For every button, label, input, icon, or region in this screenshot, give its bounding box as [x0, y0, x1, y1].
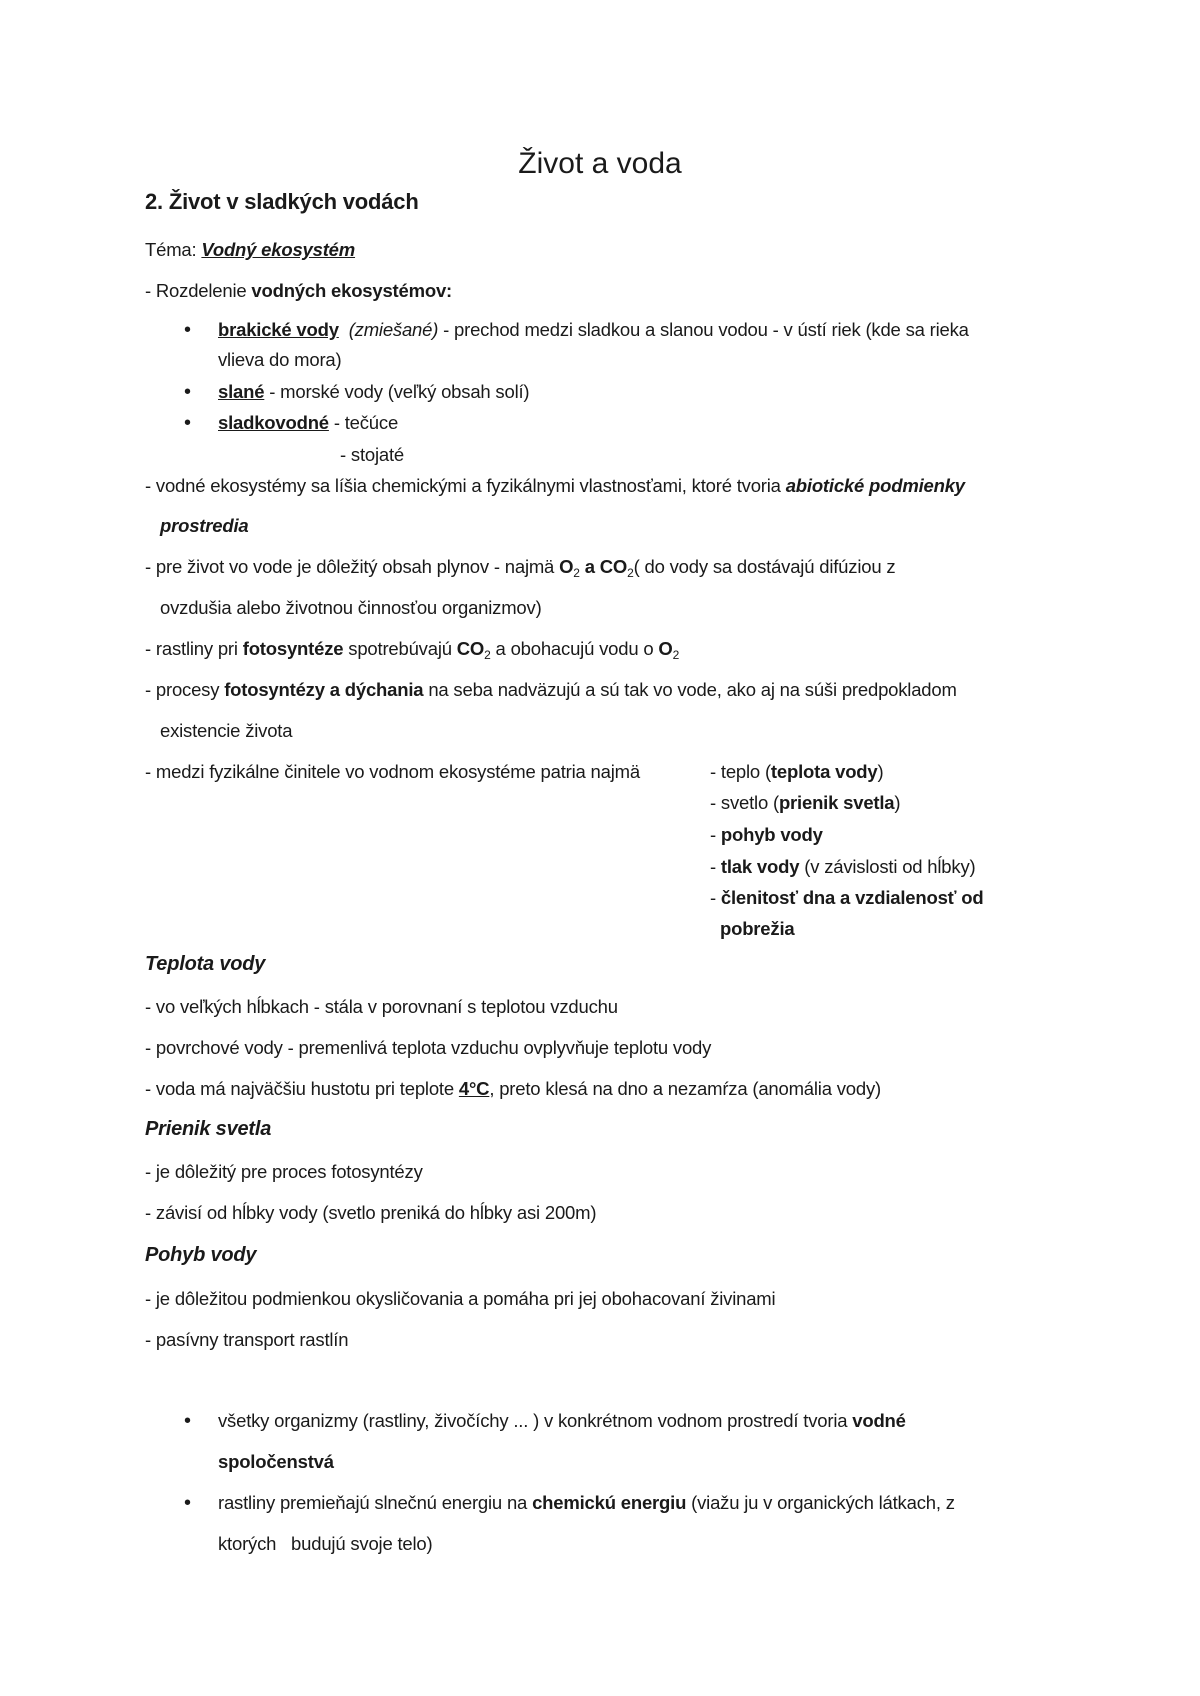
rozdelenie-bold: vodných ekosystémov:: [251, 280, 453, 301]
para-text: - pre život vo vode je dôležitý obsah plynov - najmä: [145, 556, 560, 577]
o2-label: O: [559, 556, 574, 577]
bullet-text: rastliny premieňajú slnečnú energiu na: [218, 1492, 533, 1513]
bullet-rastliny: [218, 1491, 955, 1515]
bullet-rest: - prechod medzi sladkou a slanou vodou - v ústí riek (kde sa rieka: [438, 319, 969, 340]
cinitel-pre: - svetlo (: [710, 792, 779, 813]
cinitel-item: [710, 823, 823, 847]
para-bold-italic: abiotické podmienky: [785, 475, 965, 496]
bullet-sladkovodne-cont: - stojaté: [340, 444, 405, 465]
bullet-bold: vodné: [852, 1410, 906, 1431]
cinitel-pre: - teplo (: [710, 761, 771, 782]
subscript: 2: [573, 566, 580, 580]
o2-label: O: [658, 638, 673, 659]
bullet-slane: [218, 380, 529, 404]
teplota-line: - povrchové vody - premenlivá teplota vzduchu ovplyvňuje teplotu vody: [145, 1037, 712, 1058]
section-heading: 2. Život v sladkých vodách: [145, 189, 419, 214]
cinitel-post: (v závislosti od hĺbky): [799, 856, 976, 877]
bullet-organizmy-cont: spoločenstvá: [218, 1451, 334, 1472]
co2-label: CO: [599, 556, 628, 577]
para-abioticke: [145, 474, 965, 498]
cinitel-item: [710, 760, 883, 784]
cinitel-post: ): [894, 792, 901, 813]
para-bold: fotosyntéze: [242, 638, 344, 659]
bullet-term: brakické vody: [218, 319, 339, 340]
heading-pohyb: Pohyb vody: [145, 1244, 257, 1266]
teplota-line: - vo veľkých hĺbkach - stála v porovnaní s teplotou vzduchu: [145, 996, 618, 1017]
subscript: 2: [484, 648, 491, 662]
co2-label: CO: [456, 638, 485, 659]
para-bold: fotosyntézy a dýchania: [224, 679, 424, 700]
bullet-text: všetky organizmy (rastliny, živočíchy ... ) v konkrétnom vodnom prostredí tvoria: [218, 1410, 853, 1431]
para-text-post: ( do vody sa dostávajú difúziou z: [633, 556, 896, 577]
bullet-rastliny-cont: ktorých budujú svoje telo): [218, 1533, 433, 1554]
teplota-text-post: , preto klesá na dno a nezamŕza (anomália vody): [489, 1078, 881, 1099]
para-text-mid: spotrebúvajú: [343, 638, 457, 659]
cinitel-pre: -: [710, 824, 721, 845]
para-text-mid2: a obohacujú vodu o: [490, 638, 659, 659]
subscript: 2: [627, 566, 634, 580]
para-bold-italic-cont: prostredia: [160, 515, 249, 536]
cinitel-item-cont: pobrežia: [720, 918, 795, 939]
bullet-term: sladkovodné: [218, 412, 329, 433]
cinitel-bold: tlak vody: [720, 856, 800, 877]
cinitel-pre: -: [710, 887, 721, 908]
bullet-dot: •: [184, 381, 192, 403]
bullet-dot: •: [184, 1492, 192, 1514]
teplota-underlined: 4°C: [458, 1078, 490, 1099]
bullet-rest: - tečúce: [328, 412, 399, 433]
para-text: - rastliny pri: [145, 638, 243, 659]
heading-prienik: Prienik svetla: [145, 1118, 272, 1140]
bullet-dot: •: [184, 412, 192, 434]
para-text: - vodné ekosystémy sa líšia chemickými a fyzikálnymi vlastnosťami, ktoré tvoria: [145, 475, 786, 496]
bullet-term: slané: [218, 381, 265, 402]
cinitel-post: ): [877, 761, 884, 782]
tema-line: [145, 238, 355, 262]
para-dychanie-cont: existencie života: [160, 720, 293, 741]
pohyb-line: - pasívny transport rastlín: [145, 1329, 349, 1350]
bullet-dot: •: [184, 1410, 192, 1432]
para-abioticke-cont: [160, 514, 248, 538]
bullet-dot: •: [184, 319, 192, 341]
bullet-text-post: (viažu ju v organických látkach, z: [686, 1492, 955, 1513]
subscript: 2: [672, 648, 680, 662]
para-text-post: na seba nadväzujú a sú tak vo vode, ako aj na súši predpokladom: [423, 679, 957, 700]
prienik-line: - je dôležitý pre proces fotosyntézy: [145, 1161, 423, 1182]
cinitel-item: [710, 855, 975, 879]
cinitel-pre: -: [710, 856, 721, 877]
para-plyny-cont: ovzdušia alebo životnou činnosťou organizmov): [160, 597, 542, 618]
cinitel-item: [710, 791, 900, 815]
tema-value: Vodný ekosystém: [201, 239, 356, 260]
cinitel-bold: teplota vody: [770, 761, 878, 782]
bullet-sladkovodne: [218, 411, 398, 435]
page-title: Život a voda: [518, 147, 682, 180]
bullet-brakicke-cont: vlieva do mora): [218, 349, 342, 370]
para-text: - procesy: [145, 679, 225, 700]
cinitel-bold: členitosť dna a vzdialenosť od: [720, 887, 984, 908]
bullet-rest: - morské vody (veľký obsah solí): [264, 381, 530, 402]
prienik-line: - závisí od hĺbky vody (svetlo preniká do hĺbky asi 200m): [145, 1202, 597, 1223]
tema-label: Téma:: [145, 239, 197, 260]
bullet-organizmy: [218, 1409, 906, 1433]
teplota-text: - voda má najväčšiu hustotu pri teplote: [145, 1078, 459, 1099]
para-cinitele: - medzi fyzikálne činitele vo vodnom ekosystéme patria najmä: [145, 761, 640, 782]
heading-teplota: Teplota vody: [145, 953, 266, 975]
rozdelenie-text: - Rozdelenie: [145, 280, 252, 301]
para-fotosynteza: [145, 637, 679, 661]
rozdelenie-line: [145, 279, 452, 303]
and-label: a: [579, 556, 600, 577]
pohyb-line: - je dôležitou podmienkou okysličovania a pomáha pri jej obohacovaní živinami: [145, 1288, 776, 1309]
bullet-bold: chemickú energiu: [532, 1492, 687, 1513]
para-plyny: [145, 555, 895, 579]
cinitel-bold: pohyb vody: [720, 824, 823, 845]
teplota-line: [145, 1077, 881, 1101]
bullet-italic: (zmiešané): [348, 319, 439, 340]
cinitel-item: [710, 886, 983, 910]
bullet-brakicke: [218, 318, 969, 342]
cinitel-bold: prienik svetla: [778, 792, 895, 813]
para-dychanie: [145, 678, 957, 702]
